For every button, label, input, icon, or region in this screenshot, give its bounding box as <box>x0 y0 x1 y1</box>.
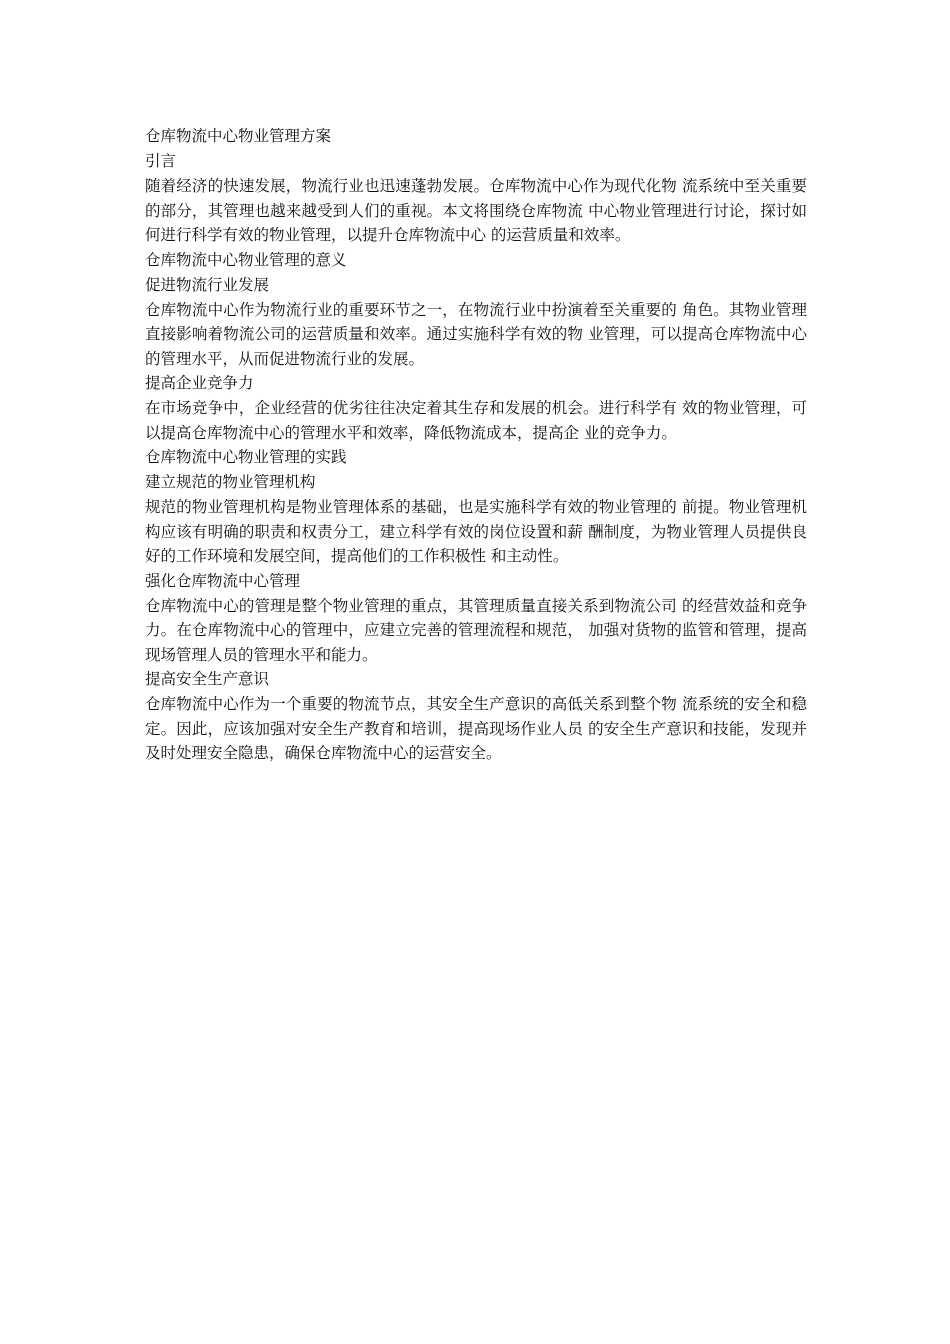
section-heading-competitiveness: 提高企业竞争力 <box>145 374 254 392</box>
section-body-competitiveness: 在市场竞争中，企业经营的优劣往往决定着其生存和发展的机会。进行科学有 效的物业管理，可以提高仓库物流中心的管理水平和效率，降低物流成本，提高企 业的竞争力。 <box>145 399 807 442</box>
section-body-promote-industry: 仓库物流中心作为物流行业的重要环节之一，在物流行业中扮演着至关重要的 角色。其物业管理直接影响着物流公司的运营质量和效率。通过实施科学有效的物 业管理，可以提高仓库物流中心的管理水平，从而促进物流行业的发展。 <box>145 300 807 368</box>
document-title: 仓库物流中心物业管理方案 <box>145 127 332 145</box>
section-body-management: 仓库物流中心的管理是整个物业管理的重点，其管理质量直接关系到物流公司 的经营效益和竞争力。在仓库物流中心的管理中，应建立完善的管理流程和规范， 加强对货物的监管和管理，提高现场管理人员的管理水平和能力。 <box>145 596 807 664</box>
section-heading-promote-industry: 促进物流行业发展 <box>145 275 270 294</box>
section-heading-organization: 建立规范的物业管理机构 <box>145 473 316 491</box>
section-body-intro: 随着经济的快速发展，物流行业也迅速蓬勃发展。仓库物流中心作为现代化物 流系统中至关重要的部分，其管理也越来越受到人们的重视。本文将围绕仓库物流 中心物业管理进行讨论，探讨如何进行科学有效的物业管理，以提升仓库物流中心 的运营质量和效率。 <box>145 177 807 244</box>
section-heading-practice: 仓库物流中心物业管理的实践 <box>145 448 347 466</box>
section-heading-management: 强化仓库物流中心管理 <box>145 571 301 590</box>
section-body-organization: 规范的物业管理机构是物业管理体系的基础，也是实施科学有效的物业管理的 前提。物业管理机构应该有明确的职责和权责分工，建立科学有效的岗位设置和薪 酬制度，为物业管理人员提供良好的工作环境和发展空间，提高他们的工作积极性 和主动性。 <box>145 498 807 565</box>
section-body-safety: 仓库物流中心作为一个重要的物流节点，其安全生产意识的高低关系到整个物 流系统的安全和稳定。因此，应该加强对安全生产教育和培训，提高现场作业人员 的安全生产意识和技能，发现并及时处理安全隐患，确保仓库物流中心的运营安全。 <box>145 695 807 762</box>
section-heading-significance: 仓库物流中心物业管理的意义 <box>145 250 347 269</box>
section-heading-intro: 引言 <box>145 152 177 170</box>
document-page <box>145 124 807 766</box>
section-heading-safety: 提高安全生产意识 <box>145 670 270 688</box>
